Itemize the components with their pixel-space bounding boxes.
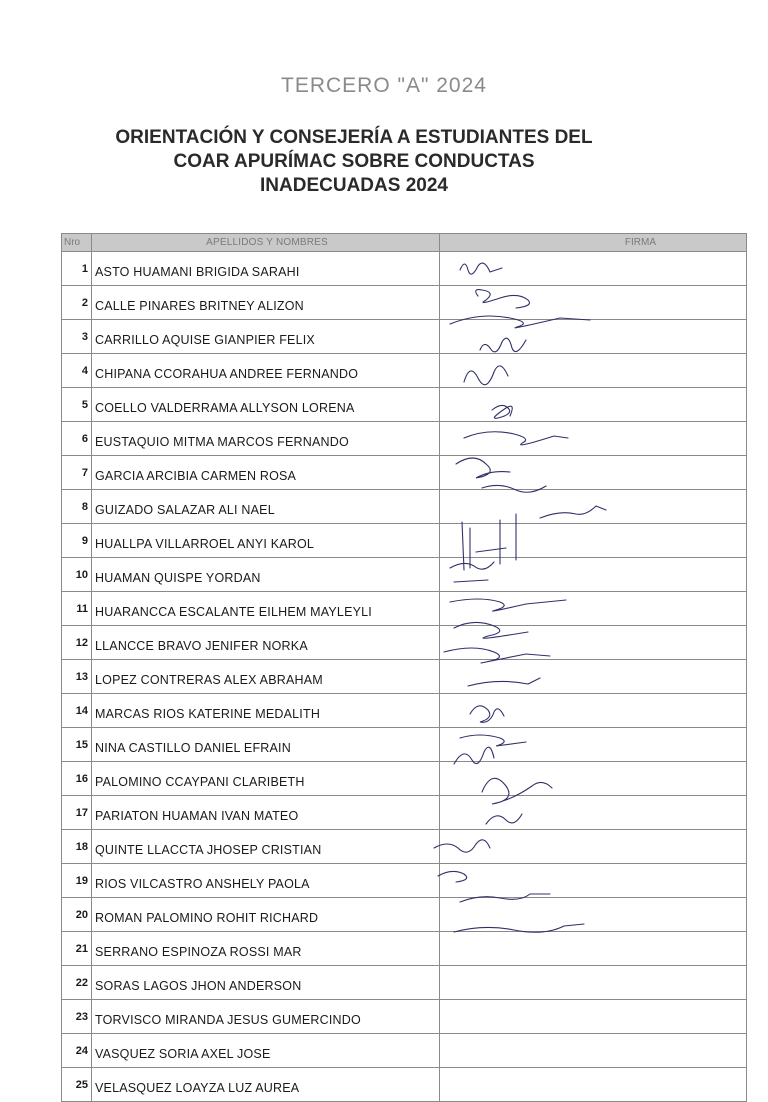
- student-name: GUIZADO SALAZAR ALI NAEL: [92, 490, 440, 524]
- table-row: [62, 762, 747, 796]
- table-row: [62, 422, 747, 456]
- row-number: 25: [62, 1068, 92, 1102]
- table-row: [62, 558, 747, 592]
- table-row: [62, 286, 747, 320]
- signature-cell: [440, 1000, 747, 1034]
- table-row: [62, 320, 747, 354]
- table-row: [62, 524, 747, 558]
- row-number: 13: [62, 660, 92, 694]
- signature-cell: [440, 728, 747, 762]
- row-number: 16: [62, 762, 92, 796]
- signature-cell: [440, 1034, 747, 1068]
- signature-cell: [440, 286, 747, 320]
- signature-cell: [440, 762, 747, 796]
- signature-cell: [440, 320, 747, 354]
- table-row: [62, 830, 747, 864]
- student-name: CHIPANA CCORAHUA ANDREE FERNANDO: [92, 354, 440, 388]
- signature-cell: [440, 830, 747, 864]
- row-number: 23: [62, 1000, 92, 1034]
- student-name: COELLO VALDERRAMA ALLYSON LORENA: [92, 388, 440, 422]
- grade-heading: TERCERO "A" 2024: [281, 74, 487, 97]
- table-row: [62, 592, 747, 626]
- student-name: ROMAN PALOMINO ROHIT RICHARD: [92, 898, 440, 932]
- table-row: [62, 354, 747, 388]
- table-row: [62, 864, 747, 898]
- table-row: [62, 932, 747, 966]
- title-line: COAR APURÍMAC SOBRE CONDUCTAS: [173, 151, 535, 172]
- signature-cell: [440, 456, 747, 490]
- student-name: CALLE PINARES BRITNEY ALIZON: [92, 286, 440, 320]
- table-header-row: [62, 234, 747, 252]
- student-name: VASQUEZ SORIA AXEL JOSE: [92, 1034, 440, 1068]
- row-number: 4: [62, 354, 92, 388]
- row-number: 3: [62, 320, 92, 354]
- student-name: NINA CASTILLO DANIEL EFRAIN: [92, 728, 440, 762]
- row-number: 14: [62, 694, 92, 728]
- table-row: [62, 728, 747, 762]
- student-name: HUAMAN QUISPE YORDAN: [92, 558, 440, 592]
- row-number: 12: [62, 626, 92, 660]
- signature-cell: [440, 388, 747, 422]
- table-row: [62, 796, 747, 830]
- signature-cell: [440, 694, 747, 728]
- row-number: 15: [62, 728, 92, 762]
- student-name: SERRANO ESPINOZA ROSSI MAR: [92, 932, 440, 966]
- signature-cell: [440, 796, 747, 830]
- signature-cell: [440, 1068, 747, 1102]
- table-row: [62, 898, 747, 932]
- attendance-table: [61, 233, 747, 1102]
- signature-cell: [440, 490, 747, 524]
- signature-cell: [440, 932, 747, 966]
- signature-cell: [440, 592, 747, 626]
- student-name: VELASQUEZ LOAYZA LUZ AUREA: [92, 1068, 440, 1102]
- column-header-nro: Nro: [62, 234, 92, 252]
- row-number: 18: [62, 830, 92, 864]
- student-name: ASTO HUAMANI BRIGIDA SARAHI: [92, 252, 440, 286]
- table-row: [62, 966, 747, 1000]
- table-row: [62, 456, 747, 490]
- row-number: 21: [62, 932, 92, 966]
- table-row: [62, 1068, 747, 1102]
- row-number: 19: [62, 864, 92, 898]
- student-name: PALOMINO CCAYPANI CLARIBETH: [92, 762, 440, 796]
- student-name: EUSTAQUIO MITMA MARCOS FERNANDO: [92, 422, 440, 456]
- row-number: 6: [62, 422, 92, 456]
- student-name: TORVISCO MIRANDA JESUS GUMERCINDO: [92, 1000, 440, 1034]
- signature-cell: [440, 660, 747, 694]
- student-name: PARIATON HUAMAN IVAN MATEO: [92, 796, 440, 830]
- signature-cell: [440, 966, 747, 1000]
- student-name: LLANCCE BRAVO JENIFER NORKA: [92, 626, 440, 660]
- signature-cell: [440, 354, 747, 388]
- table-row: [62, 1034, 747, 1068]
- row-number: 17: [62, 796, 92, 830]
- row-number: 22: [62, 966, 92, 1000]
- row-number: 20: [62, 898, 92, 932]
- signature-cell: [440, 626, 747, 660]
- row-number: 11: [62, 592, 92, 626]
- row-number: 2: [62, 286, 92, 320]
- student-name: MARCAS RIOS KATERINE MEDALITH: [92, 694, 440, 728]
- signature-cell: [440, 898, 747, 932]
- row-number: 1: [62, 252, 92, 286]
- student-name: CARRILLO AQUISE GIANPIER FELIX: [92, 320, 440, 354]
- table-row: [62, 694, 747, 728]
- signature-cell: [440, 864, 747, 898]
- row-number: 24: [62, 1034, 92, 1068]
- signature-cell: [440, 252, 747, 286]
- row-number: 8: [62, 490, 92, 524]
- table-row: [62, 1000, 747, 1034]
- row-number: 9: [62, 524, 92, 558]
- student-name: HUARANCCA ESCALANTE EILHEM MAYLEYLI: [92, 592, 440, 626]
- student-name: QUINTE LLACCTA JHOSEP CRISTIAN: [92, 830, 440, 864]
- title-line: ORIENTACIÓN Y CONSEJERÍA A ESTUDIANTES DEL: [115, 127, 593, 148]
- student-name: HUALLPA VILLARROEL ANYI KAROL: [92, 524, 440, 558]
- student-name: RIOS VILCASTRO ANSHELY PAOLA: [92, 864, 440, 898]
- student-name: LOPEZ CONTRERAS ALEX ABRAHAM: [92, 660, 440, 694]
- signature-cell: [440, 422, 747, 456]
- table-row: [62, 490, 747, 524]
- table-body: [62, 252, 747, 1102]
- row-number: 5: [62, 388, 92, 422]
- title-line: INADECUADAS 2024: [260, 175, 448, 196]
- table-row: [62, 626, 747, 660]
- signature-cell: [440, 524, 747, 558]
- signature-cell: [440, 558, 747, 592]
- table-row: [62, 388, 747, 422]
- table-row: [62, 252, 747, 286]
- column-header-names: APELLIDOS Y NOMBRES: [92, 234, 440, 252]
- student-name: SORAS LAGOS JHON ANDERSON: [92, 966, 440, 1000]
- column-header-signature: FIRMA: [440, 234, 747, 252]
- document-title: [84, 126, 624, 198]
- student-name: GARCIA ARCIBIA CARMEN ROSA: [92, 456, 440, 490]
- row-number: 7: [62, 456, 92, 490]
- row-number: 10: [62, 558, 92, 592]
- table-row: [62, 660, 747, 694]
